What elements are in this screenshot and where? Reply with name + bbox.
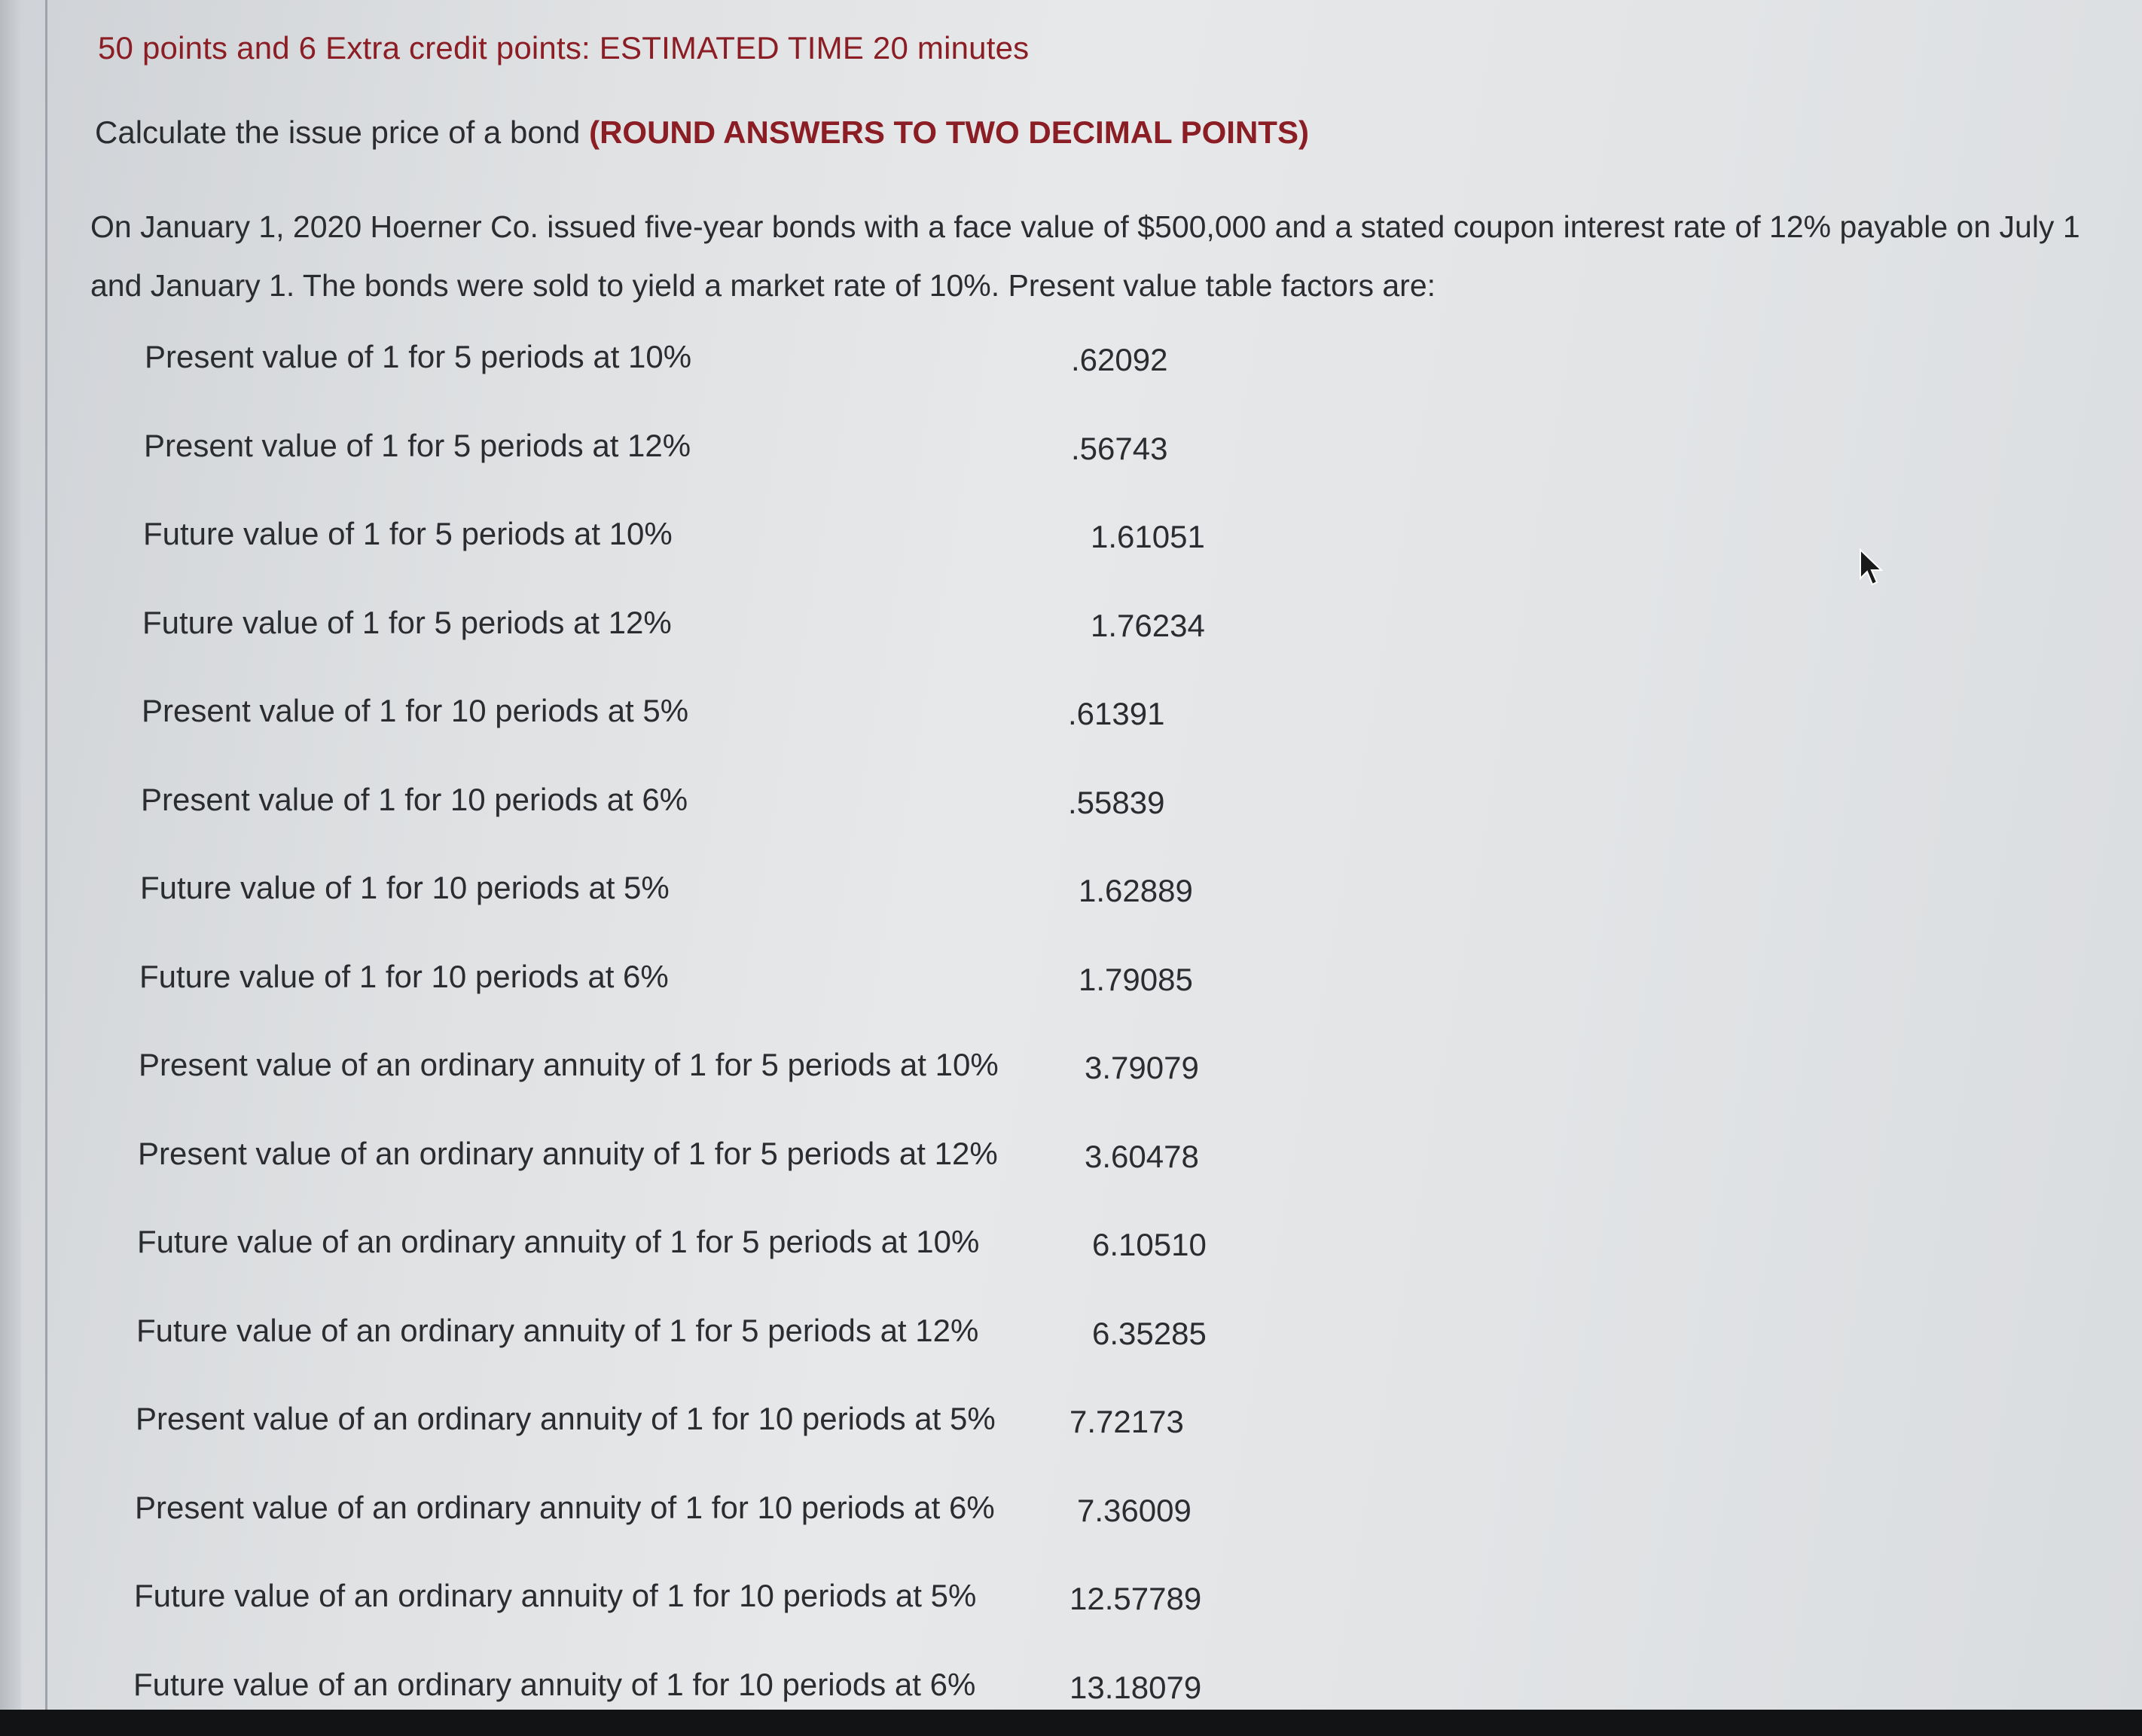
factor-value: .61391 <box>1068 696 1165 731</box>
problem-line-2: and January 1. The bonds were sold to yield a market rate of 10%. Present value table factors are: <box>90 268 1436 303</box>
factor-value: 12.57789 <box>1069 1581 1202 1616</box>
factor-label: Future value of an ordinary annuity of 1 for 5 periods at 12% <box>136 1312 979 1348</box>
factor-label: Present value of an ordinary annuity of 1 for 5 periods at 10% <box>139 1047 999 1082</box>
instruction-text <box>95 114 1309 151</box>
factor-row <box>136 1313 1341 1358</box>
factor-value: 7.36009 <box>1077 1492 1192 1528</box>
factor-label: Present value of an ordinary annuity of 1 for 10 periods at 6% <box>135 1489 995 1525</box>
factor-label: Future value of 1 for 5 periods at 10% <box>143 516 673 551</box>
factor-value: .55839 <box>1068 784 1165 820</box>
factor-label: Present value of 1 for 10 periods at 6% <box>141 781 688 817</box>
factor-label: Future value of an ordinary annuity of 1 for 10 periods at 5% <box>134 1578 977 1613</box>
factor-value: 13.18079 <box>1069 1669 1202 1705</box>
problem-statement <box>90 197 2142 315</box>
factor-value: 1.61051 <box>1091 519 1205 554</box>
factor-value: 1.76234 <box>1091 607 1205 643</box>
factor-value: 3.60478 <box>1085 1138 1199 1174</box>
factor-row <box>137 1224 1342 1269</box>
factor-row <box>139 959 1344 1004</box>
factor-row <box>136 1401 1341 1446</box>
problem-line-1: On January 1, 2020 Hoerner Co. issued five-year bonds with a face value of $500,000 and a stated coupon interest rate of 12% payable on July 1 <box>90 209 2080 244</box>
factor-row <box>135 1490 1340 1535</box>
factor-row <box>145 339 1350 384</box>
factor-row <box>134 1578 1339 1623</box>
mouse-pointer-icon <box>1859 548 1889 593</box>
monitor-bezel-edge <box>0 0 21 1710</box>
factor-value: .62092 <box>1071 342 1168 377</box>
factor-label: Future value of an ordinary annuity of 1 for 10 periods at 6% <box>133 1666 976 1702</box>
question-heading: 50 points and 6 Extra credit points: ESTIMATED TIME 20 minutes <box>98 30 1030 66</box>
factor-label: Future value of 1 for 5 periods at 12% <box>142 604 672 640</box>
factor-row <box>138 1136 1343 1181</box>
factor-label: Future value of 1 for 10 periods at 6% <box>139 958 669 994</box>
factor-row <box>142 693 1347 738</box>
factor-row <box>144 428 1349 473</box>
factor-value: 1.62889 <box>1079 873 1193 908</box>
factor-label: Present value of 1 for 5 periods at 10% <box>145 339 692 374</box>
monitor-bottom-bezel <box>0 1710 2142 1736</box>
factor-label: Present value of an ordinary annuity of 1 for 10 periods at 5% <box>136 1401 996 1436</box>
factor-label: Present value of 1 for 5 periods at 12% <box>144 427 691 463</box>
factor-row <box>141 782 1346 827</box>
factor-value: 6.10510 <box>1092 1227 1207 1262</box>
factor-value: 3.79079 <box>1085 1050 1199 1085</box>
instruction-main: Calculate the issue price of a bond <box>95 114 590 150</box>
factor-row <box>142 605 1347 650</box>
factor-label: Future value of 1 for 10 periods at 5% <box>140 870 670 905</box>
page-left-border <box>45 0 47 1710</box>
factor-row <box>133 1667 1338 1710</box>
factor-value: .56743 <box>1071 430 1168 466</box>
factor-row <box>139 1047 1344 1092</box>
instruction-emphasis: (ROUND ANSWERS TO TWO DECIMAL POINTS) <box>589 114 1309 150</box>
factor-value: 7.72173 <box>1069 1404 1184 1439</box>
factor-label: Future value of an ordinary annuity of 1 for 5 periods at 10% <box>137 1224 980 1259</box>
factor-value: 6.35285 <box>1092 1315 1207 1351</box>
factor-value: 1.79085 <box>1079 961 1193 997</box>
factor-row <box>143 516 1348 561</box>
factor-row <box>140 870 1345 915</box>
factor-label: Present value of an ordinary annuity of 1 for 5 periods at 12% <box>138 1135 998 1171</box>
factor-label: Present value of 1 for 10 periods at 5% <box>142 693 689 728</box>
